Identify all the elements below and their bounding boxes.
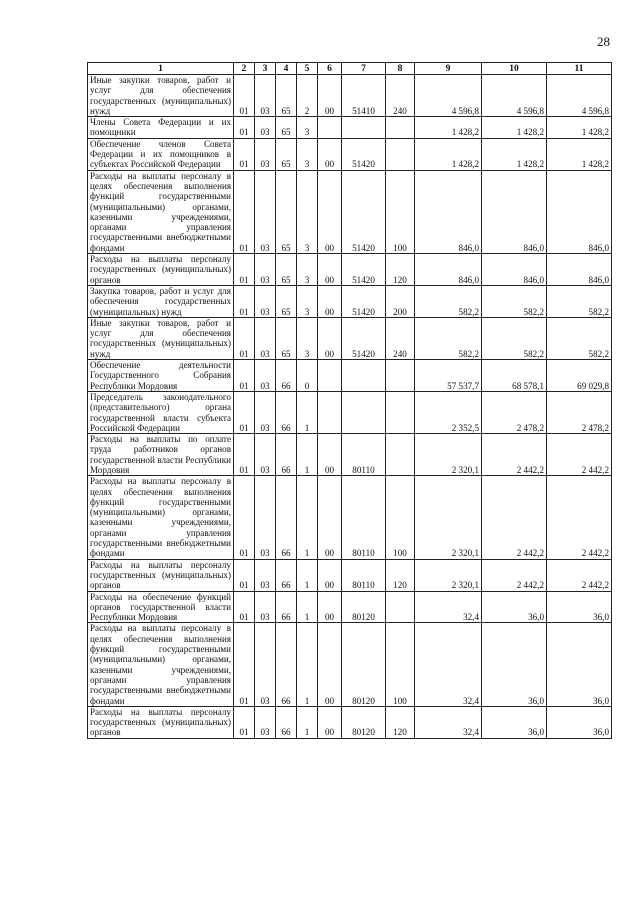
amount-cell: 32,4 — [415, 706, 482, 738]
column-header: 3 — [255, 63, 276, 75]
code-cell: 00 — [318, 317, 342, 359]
row-name-cell: Закупка товаров, работ и услуг для обеспечения государственных (муниципальных) нужд — [88, 285, 234, 317]
column-header: 2 — [234, 63, 255, 75]
amount-cell: 2 352,5 — [415, 391, 482, 433]
code-cell — [318, 360, 342, 392]
code-cell: 1 — [297, 623, 318, 706]
code-cell: 51410 — [342, 75, 386, 117]
amount-cell: 1 428,2 — [547, 117, 612, 139]
code-cell: 3 — [297, 285, 318, 317]
amount-cell: 2 320,1 — [415, 476, 482, 559]
code-cell: 0 — [297, 360, 318, 392]
amount-cell: 2 478,2 — [482, 391, 547, 433]
code-cell: 00 — [318, 254, 342, 286]
code-cell: 01 — [234, 170, 255, 253]
code-cell: 80120 — [342, 591, 386, 623]
code-cell: 01 — [234, 360, 255, 392]
amount-cell: 57 537,7 — [415, 360, 482, 392]
amount-cell: 846,0 — [482, 254, 547, 286]
code-cell: 00 — [318, 591, 342, 623]
code-cell: 3 — [297, 254, 318, 286]
amount-cell: 1 428,2 — [547, 138, 612, 170]
code-cell: 80120 — [342, 706, 386, 738]
code-cell: 51420 — [342, 254, 386, 286]
code-cell: 01 — [234, 117, 255, 139]
row-name-cell: Расходы на выплаты персоналу в целях обеспечения выполнения функций государственными (муниципальными) органами, казенными учреждениями, органами управления государственными внебюджетными фондами — [88, 476, 234, 559]
row-name-cell: Обеспечение деятельности Государственного Собрания Республики Мордовия — [88, 360, 234, 392]
code-cell: 03 — [255, 360, 276, 392]
code-cell: 51420 — [342, 170, 386, 253]
amount-cell: 846,0 — [415, 170, 482, 253]
amount-cell: 2 442,2 — [547, 476, 612, 559]
code-cell: 65 — [276, 254, 297, 286]
code-cell: 00 — [318, 476, 342, 559]
code-cell: 00 — [318, 75, 342, 117]
code-cell: 1 — [297, 434, 318, 476]
code-cell: 01 — [234, 317, 255, 359]
code-cell: 3 — [297, 170, 318, 253]
amount-cell: 582,2 — [547, 317, 612, 359]
amount-cell: 1 428,2 — [415, 117, 482, 139]
amount-cell: 1 428,2 — [482, 138, 547, 170]
row-name-cell: Расходы на обеспечение функций органов государственной власти Республики Мордовия — [88, 591, 234, 623]
code-cell: 03 — [255, 285, 276, 317]
code-cell: 01 — [234, 75, 255, 117]
code-cell: 3 — [297, 138, 318, 170]
amount-cell: 36,0 — [547, 706, 612, 738]
code-cell — [386, 360, 415, 392]
row-name-cell: Обеспечение членов Совета Федерации и их помощников в субъектах Российской Федерации — [88, 138, 234, 170]
code-cell: 3 — [297, 117, 318, 139]
code-cell: 03 — [255, 434, 276, 476]
amount-cell: 2 442,2 — [547, 559, 612, 591]
amount-cell: 36,0 — [482, 706, 547, 738]
amount-cell: 2 320,1 — [415, 434, 482, 476]
row-name-cell: Иные закупки товаров, работ и услуг для обеспечения государственных (муниципальных) нужд — [88, 75, 234, 117]
table-row — [88, 254, 612, 286]
code-cell — [386, 117, 415, 139]
column-header: 4 — [276, 63, 297, 75]
amount-cell: 2 320,1 — [415, 559, 482, 591]
code-cell: 65 — [276, 75, 297, 117]
code-cell: 01 — [234, 706, 255, 738]
column-header: 5 — [297, 63, 318, 75]
code-cell: 100 — [386, 476, 415, 559]
code-cell: 66 — [276, 591, 297, 623]
column-header: 8 — [386, 63, 415, 75]
amount-cell: 846,0 — [547, 170, 612, 253]
amount-cell: 68 578,1 — [482, 360, 547, 392]
amount-cell: 4 596,8 — [415, 75, 482, 117]
code-cell — [342, 360, 386, 392]
code-cell — [386, 591, 415, 623]
code-cell — [386, 434, 415, 476]
code-cell: 01 — [234, 138, 255, 170]
code-cell — [342, 117, 386, 139]
code-cell: 03 — [255, 623, 276, 706]
table-row — [88, 170, 612, 253]
code-cell: 51420 — [342, 138, 386, 170]
code-cell: 66 — [276, 360, 297, 392]
amount-cell: 4 596,8 — [547, 75, 612, 117]
budget-table — [87, 62, 612, 739]
code-cell: 100 — [386, 623, 415, 706]
code-cell: 01 — [234, 623, 255, 706]
code-cell: 2 — [297, 75, 318, 117]
code-cell: 01 — [234, 591, 255, 623]
code-cell: 01 — [234, 391, 255, 433]
code-cell: 120 — [386, 559, 415, 591]
code-cell: 03 — [255, 391, 276, 433]
code-cell: 00 — [318, 559, 342, 591]
code-cell: 01 — [234, 476, 255, 559]
amount-cell: 32,4 — [415, 591, 482, 623]
code-cell: 03 — [255, 706, 276, 738]
amount-cell: 36,0 — [547, 623, 612, 706]
amount-cell: 846,0 — [415, 254, 482, 286]
code-cell: 00 — [318, 138, 342, 170]
amount-cell: 1 428,2 — [482, 117, 547, 139]
code-cell: 00 — [318, 706, 342, 738]
code-cell — [386, 391, 415, 433]
row-name-cell: Иные закупки товаров, работ и услуг для обеспечения государственных (муниципальных) нужд — [88, 317, 234, 359]
code-cell: 65 — [276, 285, 297, 317]
code-cell: 03 — [255, 75, 276, 117]
amount-cell: 582,2 — [482, 285, 547, 317]
code-cell: 1 — [297, 391, 318, 433]
column-header: 7 — [342, 63, 386, 75]
row-name-cell: Расходы на выплаты персоналу государственных (муниципальных) органов — [88, 559, 234, 591]
code-cell: 51420 — [342, 285, 386, 317]
amount-cell: 2 442,2 — [482, 434, 547, 476]
amount-cell: 2 442,2 — [547, 434, 612, 476]
amount-cell: 32,4 — [415, 623, 482, 706]
code-cell: 80120 — [342, 623, 386, 706]
row-name-cell: Расходы на выплаты персоналу в целях обеспечения выполнения функций государственными (муниципальными) органами, казенными учреждениями, органами управления государственными внебюджетными фондами — [88, 170, 234, 253]
page-number: 28 — [597, 34, 610, 49]
column-header: 10 — [482, 63, 547, 75]
column-header: 9 — [415, 63, 482, 75]
code-cell: 80110 — [342, 434, 386, 476]
code-cell: 66 — [276, 476, 297, 559]
code-cell: 65 — [276, 117, 297, 139]
amount-cell: 2 442,2 — [482, 476, 547, 559]
code-cell: 80110 — [342, 559, 386, 591]
amount-cell: 36,0 — [482, 623, 547, 706]
amount-cell: 846,0 — [547, 254, 612, 286]
code-cell: 3 — [297, 317, 318, 359]
table-row — [88, 476, 612, 559]
code-cell: 240 — [386, 75, 415, 117]
row-name-cell: Расходы на выплаты персоналу в целях обеспечения выполнения функций государственными (муниципальными) органами, казенными учреждениями, органами управления государственными внебюджетными фондами — [88, 623, 234, 706]
table-row — [88, 317, 612, 359]
code-cell: 65 — [276, 317, 297, 359]
amount-cell: 1 428,2 — [415, 138, 482, 170]
code-cell: 00 — [318, 434, 342, 476]
row-name-cell: Члены Совета Федерации и их помощники — [88, 117, 234, 139]
code-cell: 80110 — [342, 476, 386, 559]
code-cell — [342, 391, 386, 433]
row-name-cell: Расходы на выплаты персоналу государственных (муниципальных) органов — [88, 254, 234, 286]
code-cell: 120 — [386, 254, 415, 286]
amount-cell: 69 029,8 — [547, 360, 612, 392]
row-name-cell: Председатель законодательного (представительного) органа государственной власти субъекта Российской Федерации — [88, 391, 234, 433]
code-cell: 03 — [255, 170, 276, 253]
code-cell: 03 — [255, 317, 276, 359]
code-cell: 01 — [234, 434, 255, 476]
table-row — [88, 138, 612, 170]
row-name-cell: Расходы на выплаты персоналу государственных (муниципальных) органов — [88, 706, 234, 738]
column-header: 6 — [318, 63, 342, 75]
code-cell: 66 — [276, 434, 297, 476]
code-cell: 1 — [297, 706, 318, 738]
code-cell — [318, 391, 342, 433]
code-cell: 03 — [255, 138, 276, 170]
code-cell: 1 — [297, 591, 318, 623]
code-cell: 240 — [386, 317, 415, 359]
code-cell: 03 — [255, 559, 276, 591]
code-cell: 120 — [386, 706, 415, 738]
row-name-cell: Расходы на выплаты по оплате труда работников органов государственной власти Республики Мордовия — [88, 434, 234, 476]
code-cell: 200 — [386, 285, 415, 317]
code-cell: 00 — [318, 623, 342, 706]
table-row — [88, 434, 612, 476]
table-row — [88, 360, 612, 392]
code-cell: 00 — [318, 170, 342, 253]
code-cell: 66 — [276, 623, 297, 706]
table-row — [88, 559, 612, 591]
column-header: 1 — [88, 63, 234, 75]
amount-cell: 582,2 — [415, 317, 482, 359]
table-row — [88, 591, 612, 623]
amount-cell: 2 442,2 — [482, 559, 547, 591]
code-cell: 01 — [234, 285, 255, 317]
code-cell: 65 — [276, 170, 297, 253]
code-cell: 01 — [234, 559, 255, 591]
code-cell: 03 — [255, 476, 276, 559]
code-cell: 1 — [297, 476, 318, 559]
table-row — [88, 75, 612, 117]
code-cell: 65 — [276, 138, 297, 170]
code-cell: 100 — [386, 170, 415, 253]
table-row — [88, 117, 612, 139]
amount-cell: 36,0 — [547, 591, 612, 623]
code-cell: 03 — [255, 254, 276, 286]
code-cell: 51420 — [342, 317, 386, 359]
table-row — [88, 706, 612, 738]
code-cell: 66 — [276, 706, 297, 738]
code-cell — [318, 117, 342, 139]
table-header-row — [88, 63, 612, 75]
code-cell: 01 — [234, 254, 255, 286]
code-cell: 66 — [276, 559, 297, 591]
amount-cell: 582,2 — [547, 285, 612, 317]
code-cell — [386, 138, 415, 170]
amount-cell: 582,2 — [482, 317, 547, 359]
table-row — [88, 623, 612, 706]
table-row — [88, 391, 612, 433]
code-cell: 03 — [255, 591, 276, 623]
code-cell: 00 — [318, 285, 342, 317]
code-cell: 1 — [297, 559, 318, 591]
amount-cell: 582,2 — [415, 285, 482, 317]
amount-cell: 36,0 — [482, 591, 547, 623]
amount-cell: 4 596,8 — [482, 75, 547, 117]
column-header: 11 — [547, 63, 612, 75]
amount-cell: 846,0 — [482, 170, 547, 253]
code-cell: 03 — [255, 117, 276, 139]
code-cell: 66 — [276, 391, 297, 433]
table-row — [88, 285, 612, 317]
amount-cell: 2 478,2 — [547, 391, 612, 433]
